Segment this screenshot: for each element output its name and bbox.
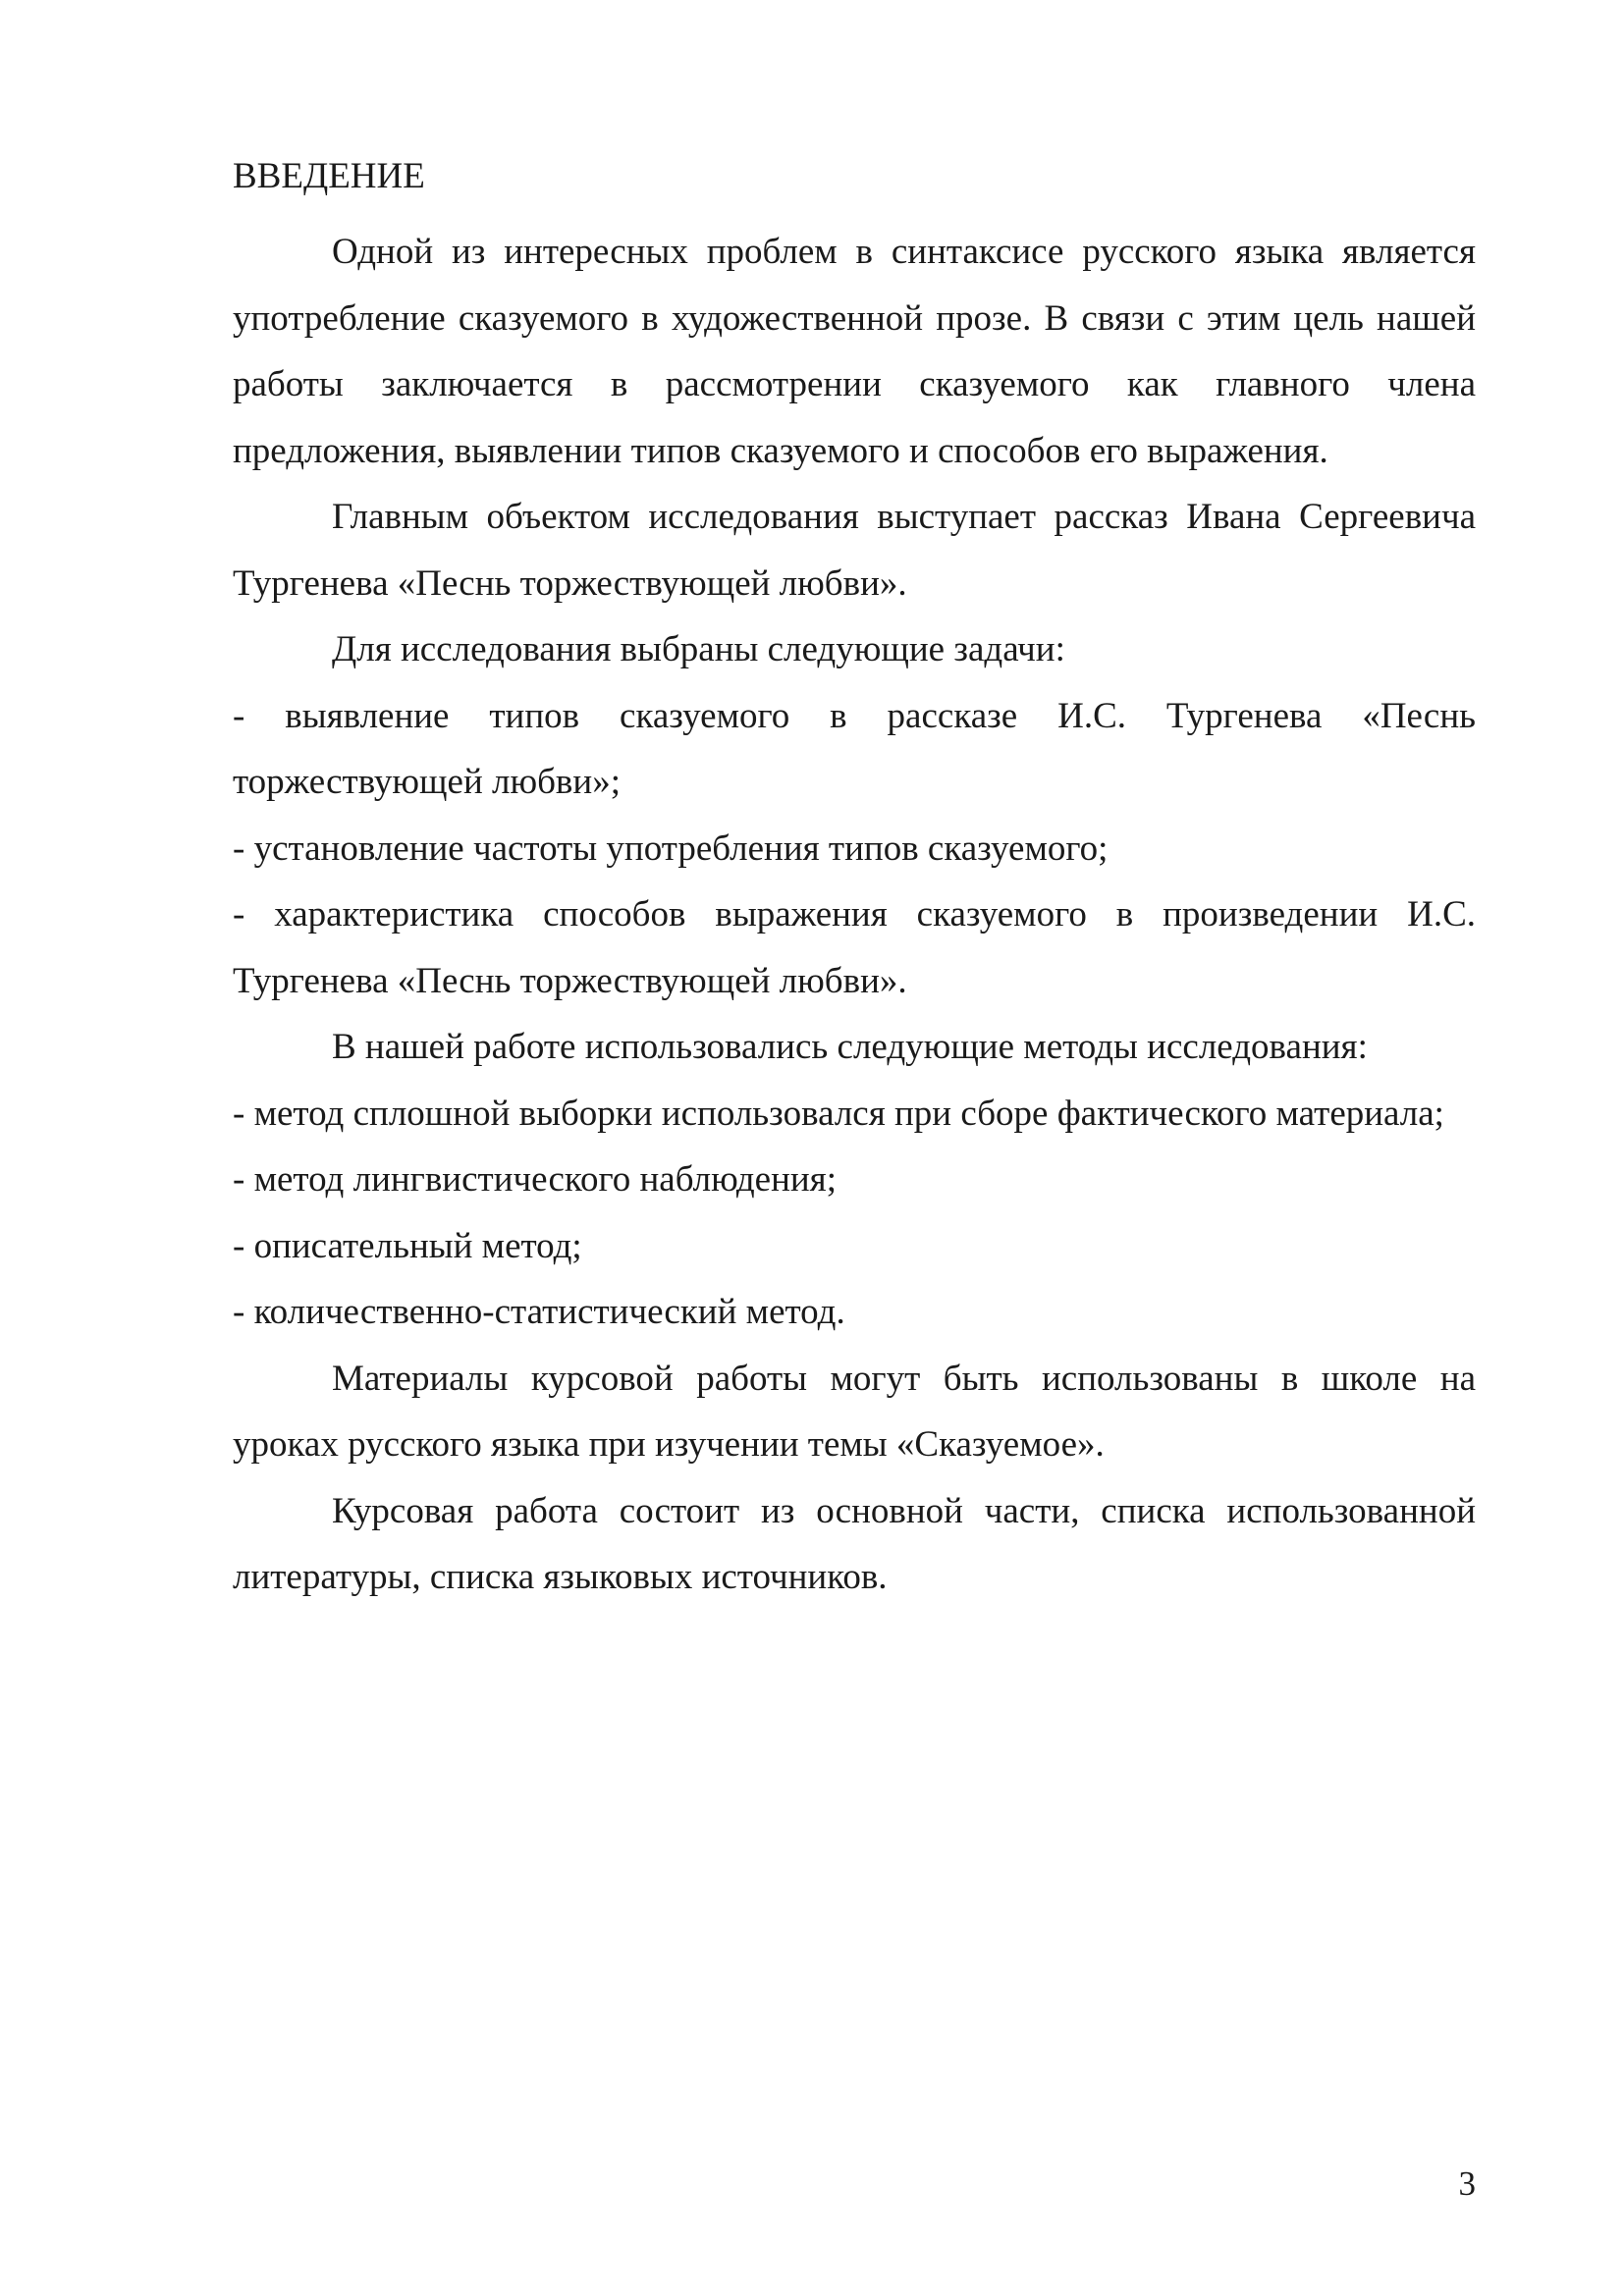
- section-heading: ВВЕДЕНИЕ: [233, 156, 425, 196]
- list-item-task-3: - характеристика способов выражения сказуемого в произведении И.С. Тургенева «Песнь торжествующей любви».: [233, 894, 1476, 1001]
- list-item-method-2: - метод лингвистического наблюдения;: [233, 1159, 837, 1200]
- list-item-task-2: - установление частоты употребления типов сказуемого;: [233, 828, 1109, 869]
- list-item-method-4: - количественно-статистический метод.: [233, 1292, 845, 1332]
- list-item-method-1: - метод сплошной выборки использовался при сборе фактического материала;: [233, 1093, 1444, 1134]
- page-number: 3: [1458, 2164, 1476, 2203]
- list-item-task-1: - выявление типов сказуемого в рассказе И.С. Тургенева «Песнь торжествующей любви»;: [233, 695, 1476, 802]
- paragraph-materials: Материалы курсовой работы могут быть использованы в школе на уроках русского языка при изучении темы «Сказуемое».: [233, 1358, 1476, 1465]
- list-item-method-3: - описательный метод;: [233, 1225, 582, 1266]
- body-text: [233, 151, 1476, 1611]
- paragraph-tasks-intro: Для исследования выбраны следующие задачи:: [332, 629, 1065, 669]
- paragraph-object: Главным объектом исследования выступает рассказ Ивана Сергеевича Тургенева «Песнь торжествующей любви».: [233, 497, 1476, 604]
- paragraph-structure: Курсовая работа состоит из основной части, списка использованной литературы, списка языковых источников.: [233, 1490, 1476, 1597]
- paragraph-methods-intro: В нашей работе использовались следующие методы исследования:: [332, 1027, 1368, 1067]
- paragraph-purpose: Одной из интересных проблем в синтаксисе русского языка является употребление сказуемого в художественной прозе. В связи с этим цель нашей работы заключается в рассмотрении сказуемого как главного члена предложения, выявлении типов сказуемого и способов его выражения.: [233, 232, 1476, 471]
